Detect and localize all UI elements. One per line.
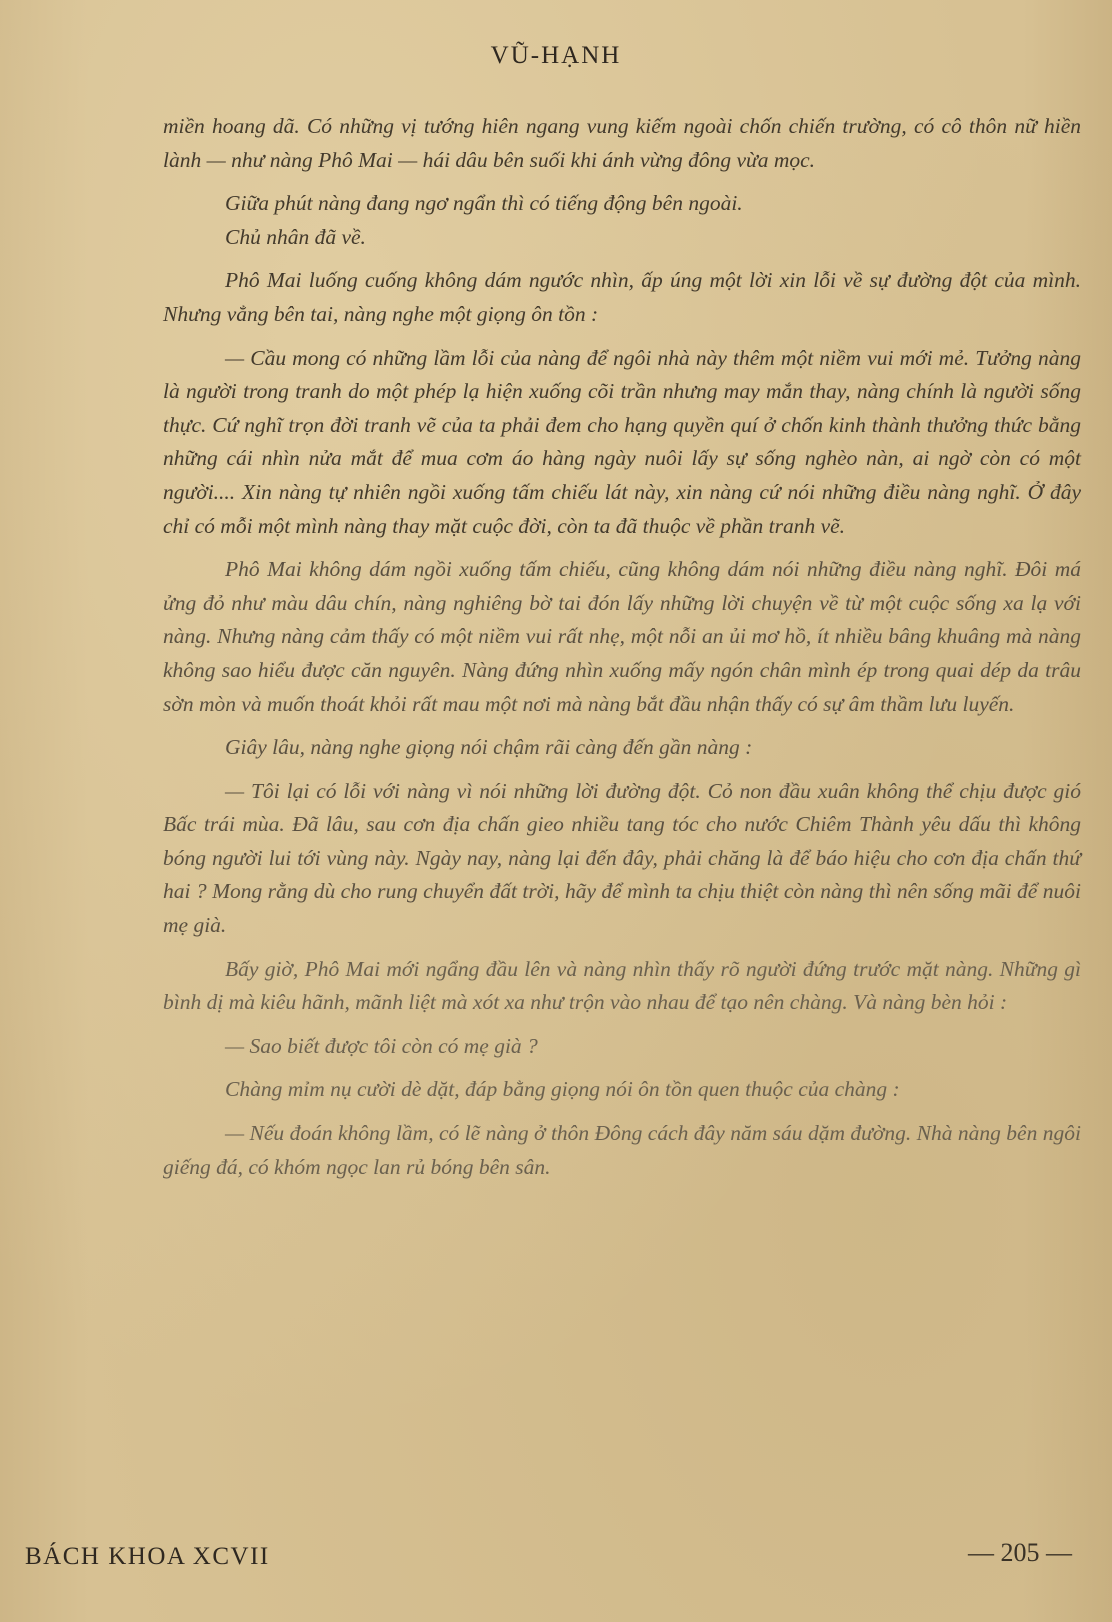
paragraph: Giây lâu, nàng nghe giọng nói chậm rãi càng đến gần nàng : <box>225 735 753 760</box>
body-text <box>163 110 1081 1184</box>
paragraph: Giữa phút nàng đang ngơ ngẩn thì có tiếng động bên ngoài. <box>225 191 743 216</box>
paragraph: — Tôi lại có lỗi với nàng vì nói những lời đường đột. Cỏ non đầu xuân không thể chịu được gió Bấc trái mùa. Đã lâu, sau cơn địa chấn gieo nhiều tang tóc cho nước Chiêm Thành yêu dấu thì không bóng người lui tới vùng này. Ngày nay, nàng lại đến đây, phải chăng là để báo hiệu cho cơn địa chấn thứ hai ? Mong rằng dù cho rung chuyển đất trời, hãy để mình ta chịu thiệt còn nàng thì nên sống mãi để nuôi mẹ già. <box>163 778 1081 938</box>
paragraph: Phô Mai luống cuống không dám ngước nhìn, ấp úng một lời xin lỗi về sự đường đột của mình. Nhưng vẳng bên tai, nàng nghe một giọng ôn tồn : <box>163 268 1081 326</box>
footer-page-number: — 205 — <box>968 1538 1072 1567</box>
paragraph: Chàng mỉm nụ cười dè dặt, đáp bằng giọng nói ôn tồn quen thuộc của chàng : <box>225 1077 900 1102</box>
paragraph: Phô Mai không dám ngồi xuống tấm chiếu, cũng không dám nói những điều nàng nghĩ. Đôi má ửng đỏ như màu dâu chín, nàng nghiêng bờ tai đón lấy những lời chuyện về từ một cuộc sống xa lạ với nàng. Nhưng nàng cảm thấy có một niềm vui rất nhẹ, một nỗi an ủi mơ hồ, ít nhiều bâng khuâng mà nàng không sao hiểu được căn nguyên. Nàng đứng nhìn xuống mấy ngón chân mình ép trong quai dép da trâu sờn mòn và muốn thoát khỏi rất mau một nơi mà nàng bắt đầu nhận thấy có sự âm thầm lưu luyến. <box>163 557 1081 716</box>
paragraph: — Cầu mong có những lầm lỗi của nàng để ngôi nhà này thêm một niềm vui mới mẻ. Tưởng nàng là người trong tranh do một phép lạ hiện xuống cõi trần nhưng may mắn thay, nàng chính là người sống thực. Cứ nghĩ trọn đời tranh vẽ của ta phải đem cho hạng quyền quí ở chốn kinh thành thưởng thức bằng những cái nhìn nửa mắt để mua cơm áo hàng ngày nuôi lấy sự sống nghèo nàn, ai ngờ còn có một người.... Xin nàng tự nhiên ngồi xuống tấm chiếu lát này, xin nàng cứ nói những điều nàng nghĩ. Ở đây chỉ có mỗi một mình nàng thay mặt cuộc đời, còn ta đã thuộc về phần tranh vẽ. <box>163 345 1081 538</box>
paragraph: — Sao biết được tôi còn có mẹ già ? <box>225 1033 538 1058</box>
paragraph: Chủ nhân đã về. <box>225 224 366 249</box>
paragraph: miền hoang dã. Có những vị tướng hiên ngang vung kiếm ngoài chốn chiến trường, có cô thôn nữ hiền lành — như nàng Phô Mai — hái dâu bên suối khi ánh vừng đông vừa mọc. <box>163 114 1081 172</box>
paragraph: Bấy giờ, Phô Mai mới ngẩng đầu lên và nàng nhìn thấy rõ người đứng trước mặt nàng. Những gì bình dị mà kiêu hãnh, mãnh liệt mà xót xa như trộn vào nhau để tạo nên chàng. Và nàng bèn hỏi : <box>163 956 1081 1015</box>
paragraph: — Nếu đoán không lầm, có lẽ nàng ở thôn Đông cách đây năm sáu dặm đường. Nhà nàng bên ngôi giếng đá, có khóm ngọc lan rủ bóng bên sân. <box>163 1121 1081 1179</box>
footer-publication: BÁCH KHOA XCVII <box>25 1543 270 1570</box>
running-head-title: VŨ-HẠNH <box>490 42 622 69</box>
